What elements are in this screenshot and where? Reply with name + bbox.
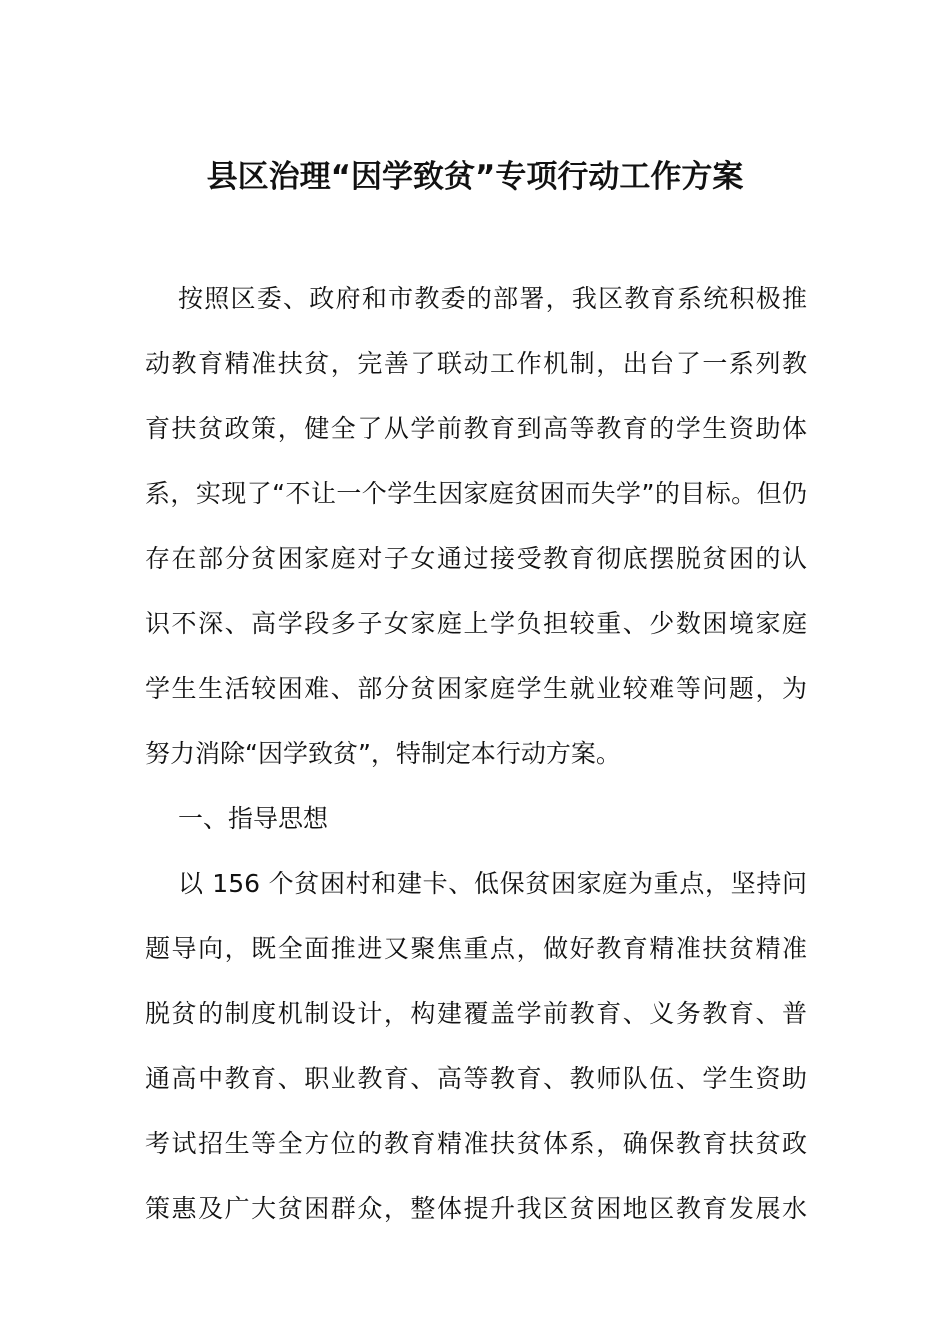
paragraph-1-line-5: 存在部分贫困家庭对子女通过接受教育彻底摆脱贫困的认 bbox=[145, 544, 807, 573]
document-body bbox=[145, 266, 807, 1241]
paragraph-2-line-3: 脱贫的制度机制设计，构建覆盖学前教育、义务教育、普 bbox=[145, 999, 807, 1028]
paragraph-1-line-1: 按照区委、政府和市教委的部署，我区教育系统积极推 bbox=[178, 284, 807, 313]
paragraph-2-line-5: 考试招生等全方位的教育精准扶贫体系，确保教育扶贫政 bbox=[145, 1129, 807, 1158]
paragraph-1-line-2: 动教育精准扶贫，完善了联动工作机制，出台了一系列教 bbox=[145, 349, 807, 378]
paragraph-1-line-3: 育扶贫政策，健全了从学前教育到高等教育的学生资助体 bbox=[145, 414, 807, 443]
paragraph-1-line-6: 识不深、高学段多子女家庭上学负担较重、少数困境家庭 bbox=[145, 609, 807, 638]
paragraph-2-line-4: 通高中教育、职业教育、高等教育、教师队伍、学生资助 bbox=[145, 1064, 807, 1093]
paragraph-2-line-2: 题导向，既全面推进又聚焦重点，做好教育精准扶贫精准 bbox=[145, 934, 807, 963]
paragraph-1-line-7: 学生生活较困难、部分贫困家庭学生就业较难等问题，为 bbox=[145, 674, 807, 703]
paragraph-2-line-1: 以 156 个贫困村和建卡、低保贫困家庭为重点，坚持问 bbox=[178, 869, 807, 898]
document-title: 县区治理“因学致贫”专项行动工作方案 bbox=[206, 159, 744, 195]
paragraph-1-line-4: 系，实现了“不让一个学生因家庭贫困而失学”的目标。但仍 bbox=[145, 479, 807, 508]
section-1-heading: 一、指导思想 bbox=[178, 804, 329, 833]
paragraph-1-line-8: 努力消除“因学致贫”，特制定本行动方案。 bbox=[145, 739, 621, 768]
paragraph-2-line-6: 策惠及广大贫困群众，整体提升我区贫困地区教育发展水 bbox=[145, 1194, 807, 1223]
